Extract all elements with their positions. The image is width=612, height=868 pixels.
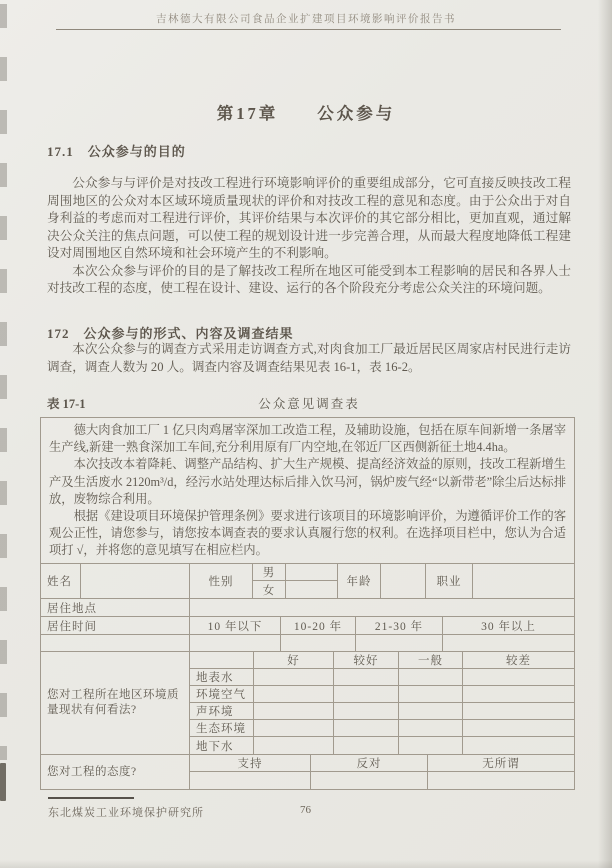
table-caption bbox=[47, 394, 571, 410]
attitude-question: 您对工程的态度? bbox=[41, 755, 190, 789]
rating-answer-cell bbox=[334, 720, 399, 736]
rating-answer-cell bbox=[254, 720, 334, 736]
paragraph: 德大肉食加工厂 1 亿只肉鸡屠宰深加工改造工程，及辅助设施，包括在原车间新增一条屠宰生产线,新建一熟食深加工车间,充分利用原有厂内空地,在邻近厂区西侧新征土地4.4ha。 bbox=[49, 423, 566, 455]
attitude-answer-cell bbox=[311, 772, 428, 789]
rating-answer-cell bbox=[399, 686, 463, 702]
env-item-label: 环境空气 bbox=[190, 686, 254, 702]
rating-answer-cell bbox=[334, 686, 399, 702]
survey-intro-cell bbox=[41, 418, 574, 564]
rating-label: 一般 bbox=[399, 652, 463, 668]
time-answer-cell bbox=[356, 635, 443, 651]
env-item-row bbox=[190, 703, 574, 720]
occupation-answer-cell bbox=[473, 564, 574, 598]
section-17-2-heading: 172 公众参与的形式、内容及调查结果 bbox=[47, 326, 294, 341]
rating-answer-cell bbox=[463, 737, 574, 754]
env-item-row bbox=[190, 686, 574, 703]
attitude-option: 反对 bbox=[311, 755, 428, 771]
rating-answer-cell bbox=[399, 720, 463, 736]
scan-shadow-bottom bbox=[0, 860, 612, 868]
env-item-label: 地表水 bbox=[190, 669, 254, 685]
row-residence-time-answers bbox=[41, 635, 574, 652]
row-residence-time bbox=[41, 617, 574, 635]
paragraph: 本次公众参与的调查方式采用走访调查方式,对肉食加工厂最近居民区周家店村民进行走访调查，调查人数为 20 人。调查内容及调查结果见表 16-1，表 16-2。 bbox=[47, 342, 571, 374]
rating-answer-cell bbox=[254, 703, 334, 719]
binding-mark-dark bbox=[0, 763, 6, 801]
rating-answer-cell bbox=[334, 703, 399, 719]
rating-answer-cell bbox=[399, 737, 463, 754]
name-answer-cell bbox=[81, 564, 190, 598]
attitude-option: 无所谓 bbox=[482, 758, 520, 770]
female-answer-cell bbox=[286, 581, 337, 598]
rating-answer-cell bbox=[399, 703, 463, 719]
survey-table bbox=[40, 417, 575, 790]
scan-shadow-right bbox=[598, 0, 612, 868]
section-17-1-body bbox=[47, 175, 571, 298]
table-title: 公众意见调查表 bbox=[258, 397, 360, 411]
paragraph: 本次公众参与评价的目的是了解技改工程所在地区可能受到本工程影响的居民和各界人士对技改工程的态度，使工程在设计、建设、运行的各个阶段充分考虑公众关注的环境问题。 bbox=[47, 263, 571, 295]
rating-answer-cell bbox=[254, 686, 334, 702]
name-label: 姓名 bbox=[41, 564, 81, 598]
gender-label: 性别 bbox=[190, 564, 253, 598]
rating-answer-cell bbox=[463, 703, 574, 719]
chapter-title: 第17章 公众参与 bbox=[216, 104, 396, 123]
row-residence bbox=[41, 599, 574, 617]
env-item-label: 地下水 bbox=[190, 737, 254, 754]
residence-label: 居住地点 bbox=[41, 599, 190, 616]
male-answer-cell bbox=[286, 564, 337, 580]
running-header: 吉林德大有限公司食品企业扩建项目环境影响评价报告书 bbox=[156, 14, 456, 25]
rating-answer-cell bbox=[399, 669, 463, 685]
paragraph: 本次技改本着降耗、调整产品结构、扩大生产规模、提高经济效益的原则，技改工程新增生产及生活废水 2120m³/d，经污水站处理达标后排入饮马河，锅炉废气经“以新带老”除尘后达标排放，废物综合利用。 bbox=[49, 457, 566, 506]
rating-label: 较差 bbox=[506, 655, 531, 667]
time-answer-cell bbox=[281, 635, 356, 651]
section-17-2-body bbox=[47, 341, 571, 376]
time-option: 10-20 年 bbox=[281, 617, 356, 634]
attitude-options-grid bbox=[190, 755, 574, 789]
env-item-row bbox=[190, 669, 574, 686]
rating-answer-cell bbox=[334, 737, 399, 754]
env-item-row bbox=[190, 737, 574, 754]
residence-time-label: 居住时间 bbox=[41, 617, 190, 634]
rating-answer-cell bbox=[463, 686, 574, 702]
env-quality-block bbox=[41, 652, 574, 755]
rating-answer-cell bbox=[334, 669, 399, 685]
page-number: 76 bbox=[300, 804, 311, 816]
time-option: 21-30 年 bbox=[356, 617, 443, 634]
male-label: 男 bbox=[253, 564, 286, 580]
time-option: 30 年以上 bbox=[481, 620, 536, 633]
env-item-label: 生态环境 bbox=[190, 720, 254, 736]
residence-answer-cell bbox=[190, 599, 574, 616]
rating-label: 好 bbox=[254, 652, 334, 668]
row-name-gender-age bbox=[41, 564, 574, 599]
occupation-label: 职业 bbox=[426, 564, 473, 598]
rating-answer-cell bbox=[254, 737, 334, 754]
gender-options bbox=[253, 564, 338, 598]
attitude-option-header bbox=[190, 755, 574, 772]
attitude-option: 支持 bbox=[190, 755, 311, 771]
paragraph: 公众参与与评价是对技改工程进行环境影响评价的重要组成部分，它可直接反映技改工程周围地区的公众对本区域环境质量现状的评价和对技改工程的意见和态度。由于公众出于对自身利益的考虑而对工程进行评价，其评价结果与本次评价的其它部分相比，更加直观，通过解决公众关注的焦点问题，可以使工程的规划设计进一步完善合理，从而最大程度地降低工程建设对周围地区自然环境和社会环境产生的不利影响。 bbox=[47, 176, 571, 260]
rating-answer-cell bbox=[463, 720, 574, 736]
attitude-answer-row bbox=[190, 772, 574, 789]
paragraph: 根据《建设项目环境保护管理条例》要求进行该项目的环境影响评价，为遵循评价工作的客观公正性，请您参与，请您按本调查表的要求认真履行您的权利。在选择项目栏中，您认为合适项打 √，并将您的意见填写在相应栏内。 bbox=[49, 509, 566, 558]
section-17-1-heading: 17.1 公众参与的目的 bbox=[47, 144, 186, 159]
header-rule bbox=[56, 29, 561, 30]
env-question: 您对工程所在地区环境质量现状有何看法? bbox=[41, 652, 190, 754]
time-option: 10 年以下 bbox=[190, 617, 281, 634]
attitude-answer-cell bbox=[428, 772, 574, 789]
env-item-row bbox=[190, 720, 574, 737]
rating-answer-cell bbox=[254, 669, 334, 685]
footer-organization: 东北煤炭工业环境保护研究所 bbox=[48, 807, 204, 819]
age-answer-cell bbox=[381, 564, 426, 598]
time-answer-cell bbox=[443, 635, 574, 651]
footer-rule bbox=[48, 797, 134, 799]
env-item-label: 声环境 bbox=[190, 703, 254, 719]
env-rating-header bbox=[190, 652, 574, 669]
attitude-answer-cell bbox=[190, 772, 311, 789]
rating-label: 较好 bbox=[334, 652, 399, 668]
time-answer-cell bbox=[190, 635, 281, 651]
env-matrix bbox=[190, 652, 574, 754]
attitude-block bbox=[41, 755, 574, 789]
table-number: 表 17-1 bbox=[47, 397, 86, 411]
rating-answer-cell bbox=[463, 669, 574, 685]
age-label: 年龄 bbox=[338, 564, 381, 598]
female-label: 女 bbox=[253, 581, 286, 598]
